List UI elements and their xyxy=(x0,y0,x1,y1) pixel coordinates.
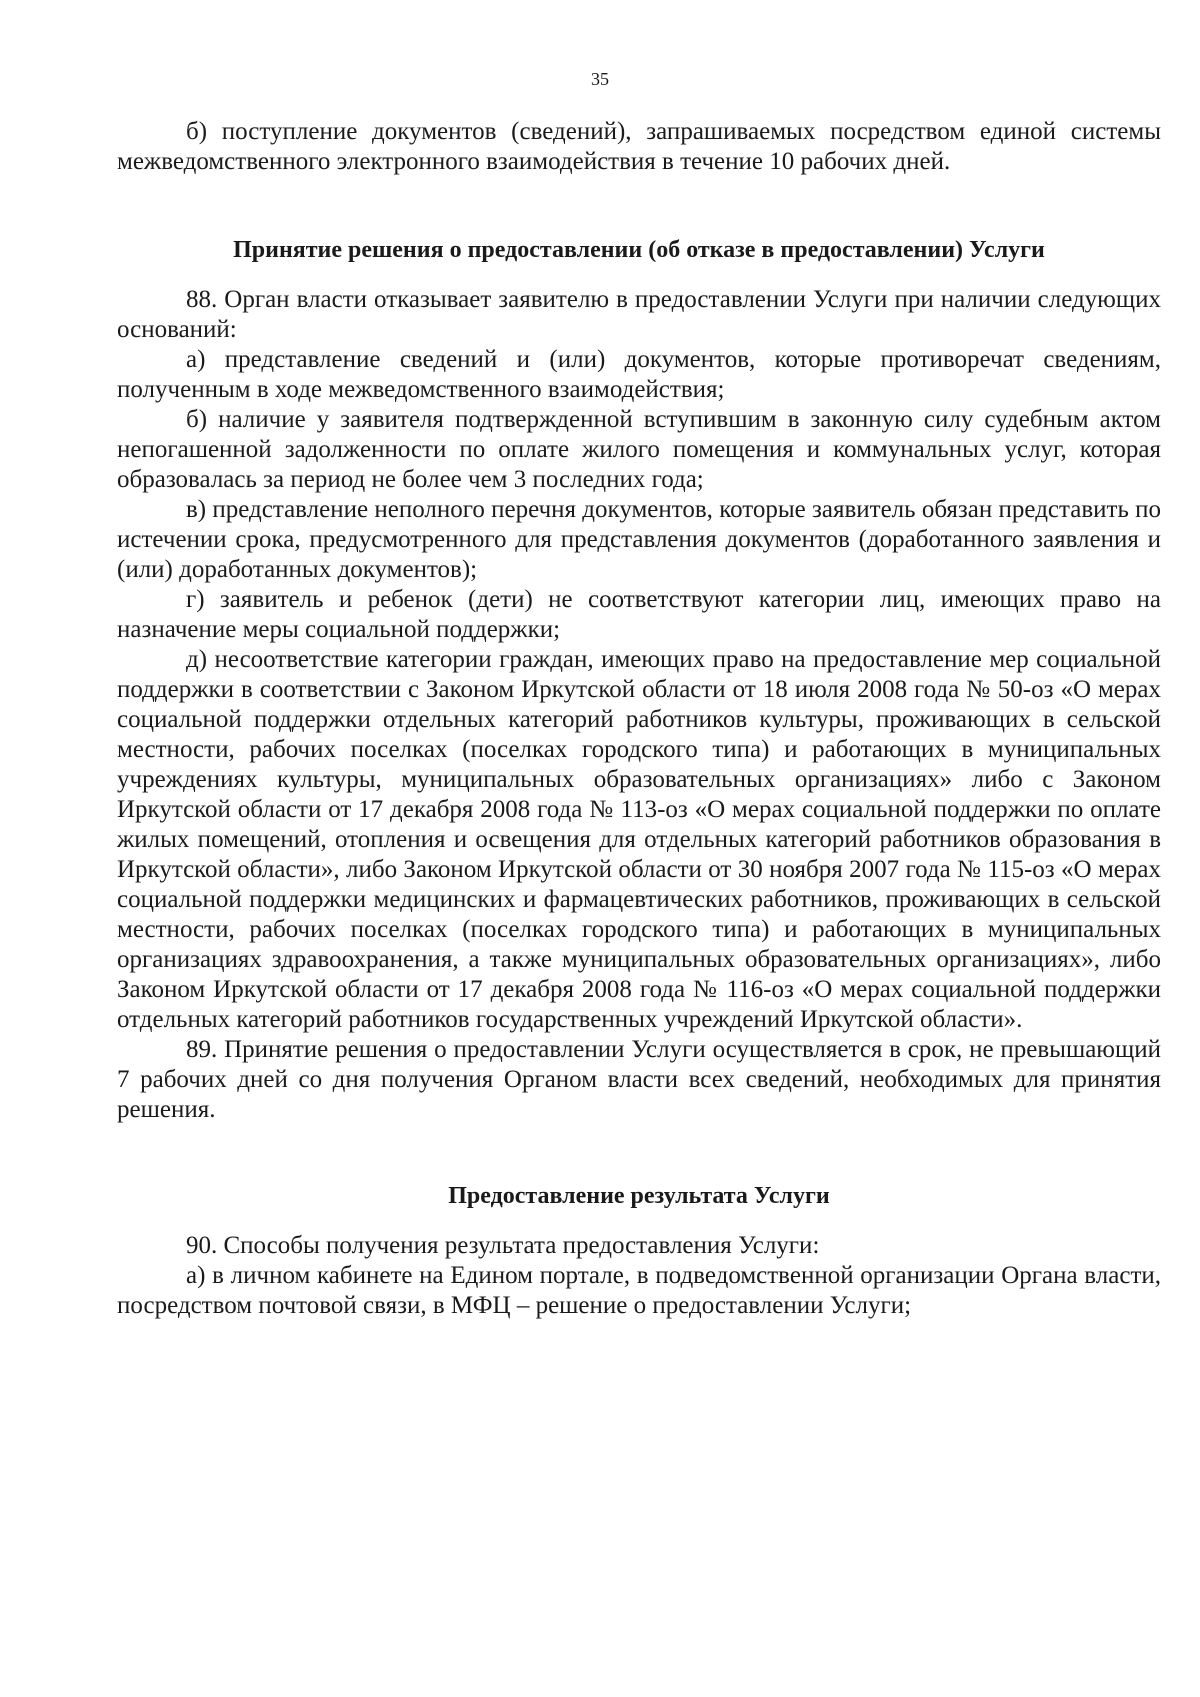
paragraph-intro: б) поступление документов (сведений), запрашиваемых посредством единой системы межведомственного электронного взаимодействия в течение 10 рабочих дней. xyxy=(117,118,1161,175)
section-heading-result: Предоставление результата Услуги xyxy=(448,1183,830,1209)
section-heading-decision: Принятие решения о предоставлении (об отказе в предоставлении) Услуги xyxy=(233,237,1045,263)
paragraph-88: 88. Орган власти отказывает заявителю в предоставлении Услуги при наличии следующих оснований: xyxy=(117,286,1161,343)
page-number: 35 xyxy=(591,69,609,89)
paragraph-88-b: б) наличие у заявителя подтвержденной вступившим в законную силу судебным актом непогашенной задолженности по оплате жилого помещения и коммунальных услуг, которая образовалась за период не более чем 3 последних года; xyxy=(117,406,1161,493)
document-body xyxy=(117,117,1161,1321)
paragraph-88-d: д) несоответствие категории граждан, имеющих право на предоставление мер социальной поддержки в соответствии с Законом Иркутской области от 18 июля 2008 года № 50-оз «О мерах социальной поддержки отдельных категорий работников культуры, проживающих в сельской местности, рабочих поселках (поселках городского типа) и работающих в муниципальных учреждениях культуры, муниципальных образовательных организациях» либо с Законом Иркутской области от 17 декабря 2008 года № 113-оз «О мерах социальной поддержки по оплате жилых помещений, отопления и освещения для отдельных категорий работников образования в Иркутской области», либо Законом Иркутской области от 30 ноября 2007 года № 115-оз «О мерах социальной поддержки медицинских и фармацевтических работников, проживающих в сельской местности, рабочих поселках (поселках городского типа) и работающих в муниципальных организациях здравоохранения, а также муниципальных образовательных организациях», либо Законом Иркутской области от 17 декабря 2008 года № 116-оз «О мерах социальной поддержки отдельных категорий работников государственных учреждений Иркутской области». xyxy=(117,646,1161,1033)
paragraph-90: 90. Способы получения результата предоставления Услуги: xyxy=(186,1232,820,1259)
paragraph-90-a: а) в личном кабинете на Едином портале, в подведомственной организации Органа власти, посредством почтовой связи, в МФЦ – решение о предоставлении Услуги; xyxy=(117,1262,1161,1319)
paragraph-88-g: г) заявитель и ребенок (дети) не соответствуют категории лиц, имеющих право на назначение меры социальной поддержки; xyxy=(117,586,1161,643)
paragraph-88-a: а) представление сведений и (или) документов, которые противоречат сведениям, полученным в ходе межведомственного взаимодействия; xyxy=(117,346,1161,403)
paragraph-89: 89. Принятие решения о предоставлении Услуги осуществляется в срок, не превышающий 7 рабочих дней со дня получения Органом власти всех сведений, необходимых для принятия решения. xyxy=(117,1036,1161,1123)
paragraph-88-v: в) представление неполного перечня документов, которые заявитель обязан представить по истечении срока, предусмотренного для представления документов (доработанного заявления и (или) доработанных документов); xyxy=(117,496,1161,583)
